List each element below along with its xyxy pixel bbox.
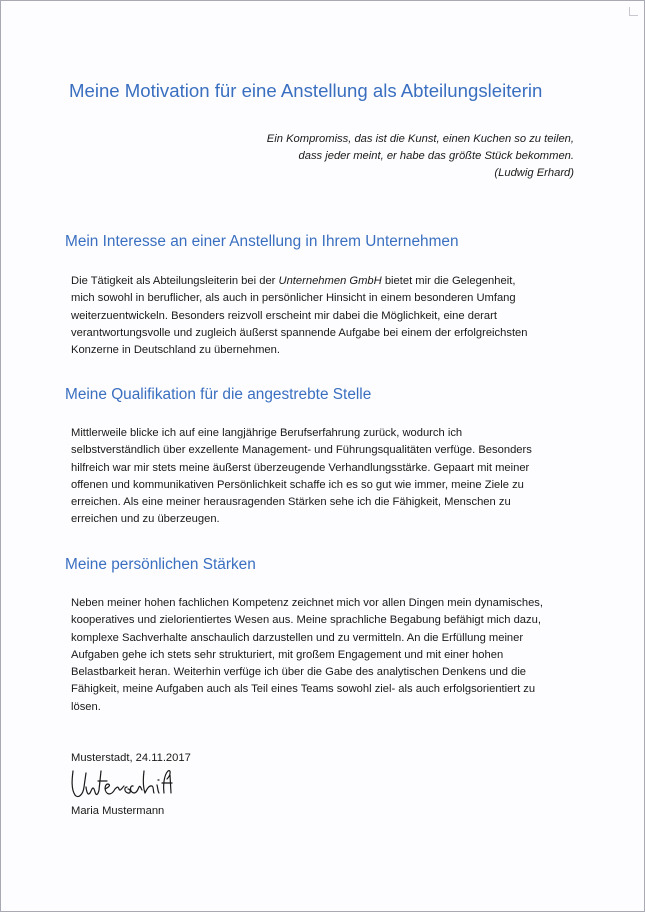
paragraph-line: [71, 273, 581, 290]
section-heading-qualification: Meine Qualifikation für die angestrebte Stelle: [65, 386, 372, 403]
section-heading-strengths: Meine persönlichen Stärken: [65, 556, 256, 573]
paragraph-line: erreichen. Als eine meiner herausragenden Stärken sehe ich die Fähigkeit, Menschen zu: [71, 496, 511, 509]
page-corner-mark: [629, 7, 638, 16]
text-span: Die Tätigkeit als Abteilungsleiterin bei der: [71, 275, 279, 287]
paragraph-line: Fähigkeit, meine Aufgaben auch als Teil eines Teams sowohl ziel- als auch erfolgsorientiert zu: [71, 683, 536, 696]
section-body-interest: [71, 273, 581, 359]
paragraph-line: verantwortungsvolle und zugleich äußerst spannende Aufgabe bei einem der erfolgreichsten: [71, 326, 528, 339]
section-heading-interest: Mein Interesse an einer Anstellung in Ihrem Unternehmen: [65, 233, 459, 250]
epigraph-quote: [94, 131, 574, 182]
place-date: Musterstadt, 24.11.2017: [71, 752, 191, 764]
quote-author: (Ludwig Erhard): [494, 167, 574, 179]
paragraph-line: mich sowohl in beruflicher, als auch in persönlicher Hinsicht in einem besonderen Umfang: [71, 292, 516, 305]
paragraph-line: Mittlerweile blicke ich auf eine langjährige Berufserfahrung zurück, wodurch ich: [71, 427, 463, 439]
paragraph-line: offenen und kommunikativen Persönlichkeit schaffe ich es so gut wie immer, meine Ziele zu: [71, 478, 524, 491]
paragraph-line: hilfreich war mir stets meine äußerst überzeugende Verhandlungsstärke. Gepaart mit meiner: [71, 461, 530, 474]
paragraph-line: erreichen und zu überzeugen.: [71, 513, 220, 526]
paragraph-line: Aufgaben gehe ich stets sehr strukturiert, mit großem Engagement und mit einer hohen: [71, 648, 504, 661]
section-body-qualification: [71, 425, 581, 529]
paragraph-line: Belastbarkeit heran. Weiterhin verfüge ich über die Gabe des analytischen Denkens und die: [71, 666, 527, 679]
quote-line: dass jeder meint, er habe das größte Stück bekommen.: [298, 150, 574, 162]
section-body-strengths: [71, 595, 581, 716]
text-span: bietet mir die Gelegenheit,: [381, 275, 516, 287]
page-title: Meine Motivation für eine Anstellung als Abteilungsleiterin: [69, 80, 543, 101]
handwritten-signature: [67, 765, 177, 803]
paragraph-line: weiterzuentwickeln. Besonders reizvoll erscheint mir dabei die Möglichkeit, eine derart: [71, 309, 497, 322]
paragraph-line: lösen.: [71, 700, 101, 713]
paragraph-line: komplexe Sachverhalte anschaulich darzustellen und zu vermitteln. An die Erfüllung meiner: [71, 631, 524, 644]
signer-name: Maria Mustermann: [71, 805, 165, 817]
paragraph-line: Konzerne in Deutschland zu übernehmen.: [71, 344, 280, 357]
paragraph-line: Neben meiner hohen fachlichen Kompetenz zeichnet mich vor allen Dingen mein dynamisches,: [71, 597, 543, 609]
company-name: Unternehmen GmbH: [278, 275, 382, 287]
paragraph-line: selbstverständlich über exzellente Management- und Führungsqualitäten verfüge. Besonders: [71, 444, 532, 457]
paragraph-line: kooperatives und zielorientiertes Wesen aus. Meine sprachliche Begabung befähigt mich dazu,: [71, 614, 541, 627]
quote-line: Ein Kompromiss, das ist die Kunst, einen Kuchen so zu teilen,: [266, 133, 574, 145]
